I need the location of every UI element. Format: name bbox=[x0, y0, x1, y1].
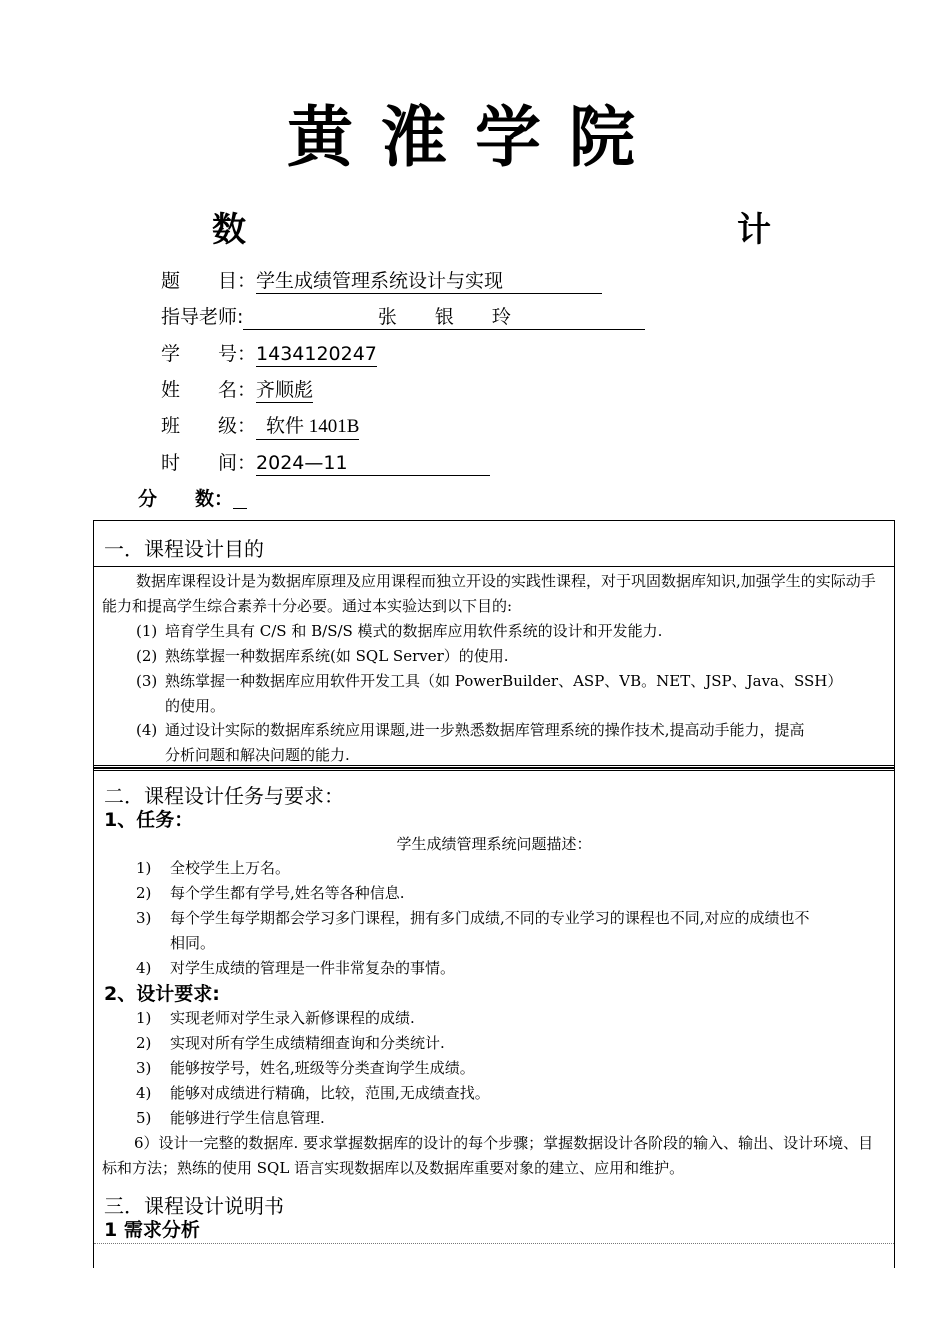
advisor-row bbox=[161, 302, 645, 332]
list-item: 3) 每个学生每学期都会学习多门课程，拥有多门成绩,不同的专业学习的课程也不同,对应的成绩也不 bbox=[136, 909, 810, 927]
section-tasks-title: 二．课程设计任务与要求： bbox=[104, 784, 344, 808]
list-item: 4) 对学生成绩的管理是一件非常复杂的事情。 bbox=[136, 959, 456, 977]
score-label: 分 数： bbox=[138, 488, 234, 510]
list-item-continuation: 相同。 bbox=[170, 934, 216, 952]
list-item: (3) 熟练掌握一种数据库应用软件开发工具（如 PowerBuilder、ASP、VB。NET、JSP、Java、SSH） bbox=[136, 672, 843, 690]
divider bbox=[94, 765, 894, 766]
requirements-analysis-heading: 1 需求分析 bbox=[104, 1219, 200, 1241]
class-row bbox=[161, 411, 359, 441]
dotted-divider bbox=[94, 1243, 894, 1244]
class-value: 软件 1401B bbox=[256, 415, 359, 440]
list-item: 3) 能够按学号，姓名,班级等分类查询学生成绩。 bbox=[136, 1059, 475, 1077]
score-value-blank bbox=[233, 484, 247, 509]
list-item: 2) 每个学生都有学号,姓名等各种信息. bbox=[136, 884, 405, 902]
name-value: 齐顺彪 bbox=[256, 379, 314, 401]
list-item: 4) 能够对成绩进行精确，比较，范围,无成绩查找。 bbox=[136, 1084, 490, 1102]
advisor-label: 指导老师: bbox=[161, 306, 244, 328]
list-item: (4) 通过设计实际的数据库系统应用课题,进一步熟悉数据库管理系统的操作技术,提高动手能力，提高 bbox=[136, 721, 805, 739]
section-spec-title: 三．课程设计说明书 bbox=[104, 1194, 284, 1218]
purpose-intro: 数据库课程设计是为数据库原理及应用课程而独立开设的实践性课程，对于巩固数据库知识,加强学生的实际动手能力和提高学生综合素养十分必要。通过本实验达到以下目的: bbox=[102, 572, 876, 615]
topic-label: 题 目： bbox=[161, 270, 257, 292]
school-title: 黄淮学院 bbox=[287, 99, 663, 176]
list-item: 1) 全校学生上万名。 bbox=[136, 859, 291, 877]
topic-value: 学生成绩管理系统设计与实现 bbox=[256, 269, 602, 294]
topic-row bbox=[161, 266, 602, 296]
list-item-continuation: 分析问题和解决问题的能力. bbox=[165, 746, 350, 764]
time-value: 2024—11 bbox=[256, 451, 490, 476]
list-item-continuation: 的使用。 bbox=[165, 697, 226, 715]
student-id-row bbox=[161, 339, 377, 369]
section-purpose-box bbox=[93, 520, 895, 769]
advisor-value: 张 银 玲 bbox=[243, 305, 645, 330]
subtitle-fragment-left: 数 bbox=[212, 210, 246, 250]
class-label: 班 级： bbox=[161, 415, 257, 437]
list-item: (1) 培育学生具有 C/S 和 B/S/S 模式的数据库应用软件系统的设计和开发能力. bbox=[136, 622, 663, 640]
time-row bbox=[161, 448, 490, 478]
section-purpose-title: 一．课程设计目的 bbox=[104, 537, 264, 561]
name-label: 姓 名： bbox=[161, 379, 257, 401]
subtitle-fragment-right: 计 bbox=[737, 210, 771, 250]
time-label: 时 间： bbox=[161, 452, 257, 474]
list-item: 2) 实现对所有学生成绩精细查询和分类统计. bbox=[136, 1034, 445, 1052]
list-item: 1) 实现老师对学生录入新修课程的成绩. bbox=[136, 1009, 415, 1027]
requirement-6: 6）设计一完整的数据库. 要求掌握数据库的设计的每个步骤；掌握数据设计各阶段的输入、输出、设计环境、目标和方法；熟练的使用 SQL 语言实现数据库以及数据库重要对象的建立、应用和维护。 bbox=[102, 1134, 874, 1177]
requirements-heading: 2、设计要求: bbox=[104, 983, 220, 1005]
student-id-value: 1434120247 bbox=[256, 343, 377, 365]
list-item: 5) 能够进行学生信息管理. bbox=[136, 1109, 325, 1127]
name-row bbox=[161, 375, 313, 405]
task-description: 学生成绩管理系统问题描述： bbox=[396, 835, 592, 853]
divider bbox=[94, 566, 894, 567]
divider bbox=[94, 770, 894, 771]
section-tasks-box bbox=[93, 767, 895, 1268]
list-item: (2) 熟练掌握一种数据库系统(如 SQL Server）的使用. bbox=[136, 647, 509, 665]
task-heading: 1、任务： bbox=[104, 809, 194, 831]
score-row bbox=[138, 484, 247, 514]
student-id-label: 学 号： bbox=[161, 343, 257, 365]
